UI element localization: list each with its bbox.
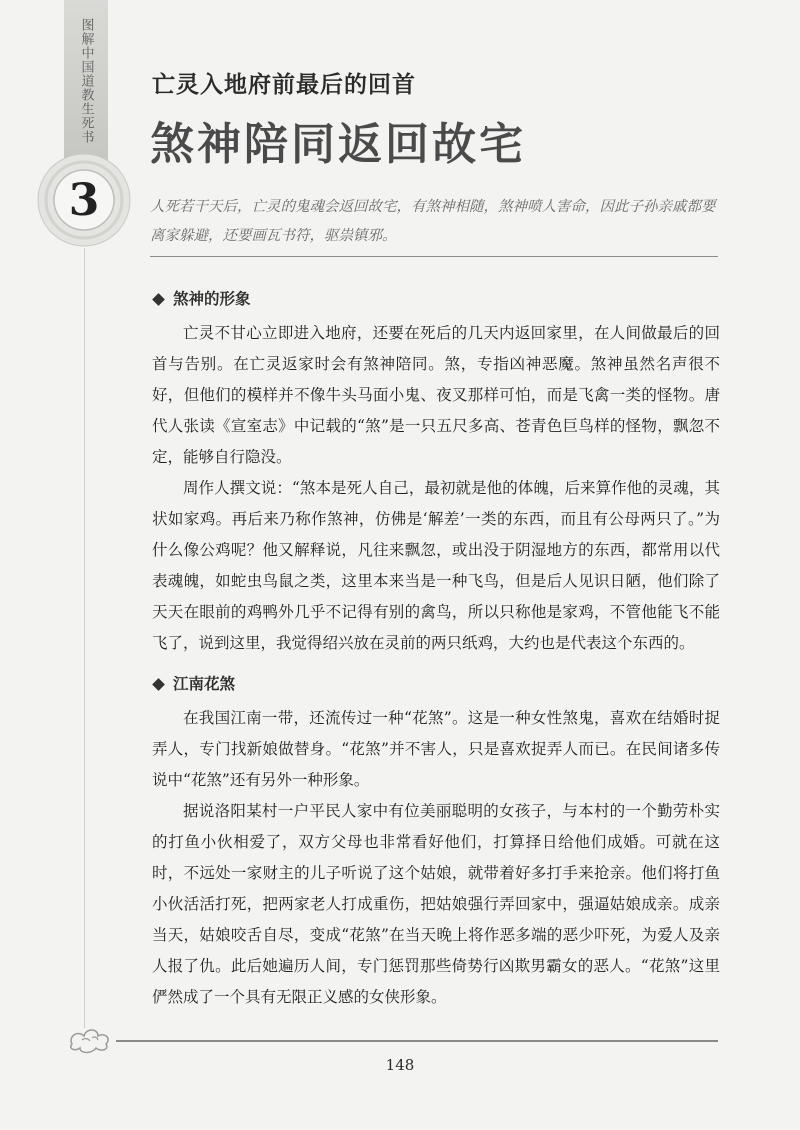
series-title: 图解中国道教生死书 — [78, 18, 94, 144]
page-number: 148 — [385, 1056, 415, 1074]
side-divider — [84, 248, 85, 1028]
cloud-ornament-icon — [66, 1022, 114, 1056]
chapter-number: 3 — [68, 174, 100, 226]
section-heading-text: 煞神的形象 — [173, 290, 251, 308]
chapter-badge — [36, 152, 132, 248]
diamond-bullet-icon — [152, 293, 165, 306]
paragraph: 据说洛阳某村一户平民人家中有位美丽聪明的女孩子，与本村的一个勤劳朴实的打鱼小伙相爱了，双方父母也非常看好他们，打算择日给他们成婚。可就在这时，不远处一家财主的儿子听说了这个姑娘，就带着好多打手来抢亲。他们将打鱼小伙活活打死，把两家老人打成重伤，把姑娘强行弄回家中，强逼姑娘成亲。成亲当天，姑娘咬舌自尽，变成“花煞”在当天晚上将作恶多端的恶少吓死，为爱人及亲人报了仇。此后她遍历人间，专门惩罚那些倚势行凶欺男霸女的恶人。“花煞”这里俨然成了一个具有无限正义感的女侠形象。 — [152, 802, 720, 1006]
section-heading — [152, 669, 720, 699]
paragraph: 在我国江南一带，还流传过一种“花煞”。这是一种女性煞鬼，喜欢在结婚时捉弄人，专门找新娘做替身。“花煞”并不害人，只是喜欢捉弄人而已。在民间诸多传说中“花煞”还有另外一种形象。 — [152, 709, 720, 789]
page-subtitle: 亡灵入地府前最后的回首 — [152, 72, 416, 98]
header-divider — [150, 256, 718, 257]
paragraph: 亡灵不甘心立即进入地府，还要在死后的几天内返回家里，在人间做最后的回首与告别。在亡灵返家时会有煞神陪同。煞，专指凶神恶魔。煞神虽然名声很不好，但他们的模样并不像牛头马面小鬼、夜叉那样可怕，而是飞禽一类的怪物。唐代人张读《宣室志》中记载的“煞”是一只五尺多高、苍青色巨鸟样的怪物，飘忽不定，能够自行隐没。 — [152, 324, 720, 466]
page-title: 煞神陪同返回故宅 — [150, 119, 526, 170]
diamond-bullet-icon — [152, 678, 165, 691]
section-heading-text: 江南花煞 — [173, 675, 236, 693]
section-heading — [152, 284, 720, 314]
section-shashen-image — [152, 284, 720, 659]
section-jiangnan-huasha — [152, 669, 720, 1013]
intro-summary: 人死若干天后，亡灵的鬼魂会返回故宅，有煞神相随，煞神喷人害命，因此子孙亲戚都要离家躲避，还要画瓦书符，驱祟镇邪。 — [150, 199, 716, 244]
paragraph: 周作人撰文说：“煞本是死人自己，最初就是他的体魄，后来算作他的灵魂，其状如家鸡。再后来乃称作煞神，仿佛是‘解差’一类的东西，而且有公母两只了。”为什么像公鸡呢？他又解释说，凡往来飘忽，或出没于阴湿地方的东西，都常用以代表魂魄，如蛇虫鸟鼠之类，这里本来当是一种飞鸟，但是后人见识日陋，他们除了天天在眼前的鸡鸭外几乎不记得有别的禽鸟，所以只称他是家鸡，不管他能飞不能飞了，说到这里，我觉得绍兴放在灵前的两只纸鸡，大约也是代表这个东西的。 — [152, 479, 720, 652]
footer-divider — [116, 1040, 718, 1042]
article-body — [152, 284, 720, 1023]
series-side-tab — [64, 0, 108, 160]
